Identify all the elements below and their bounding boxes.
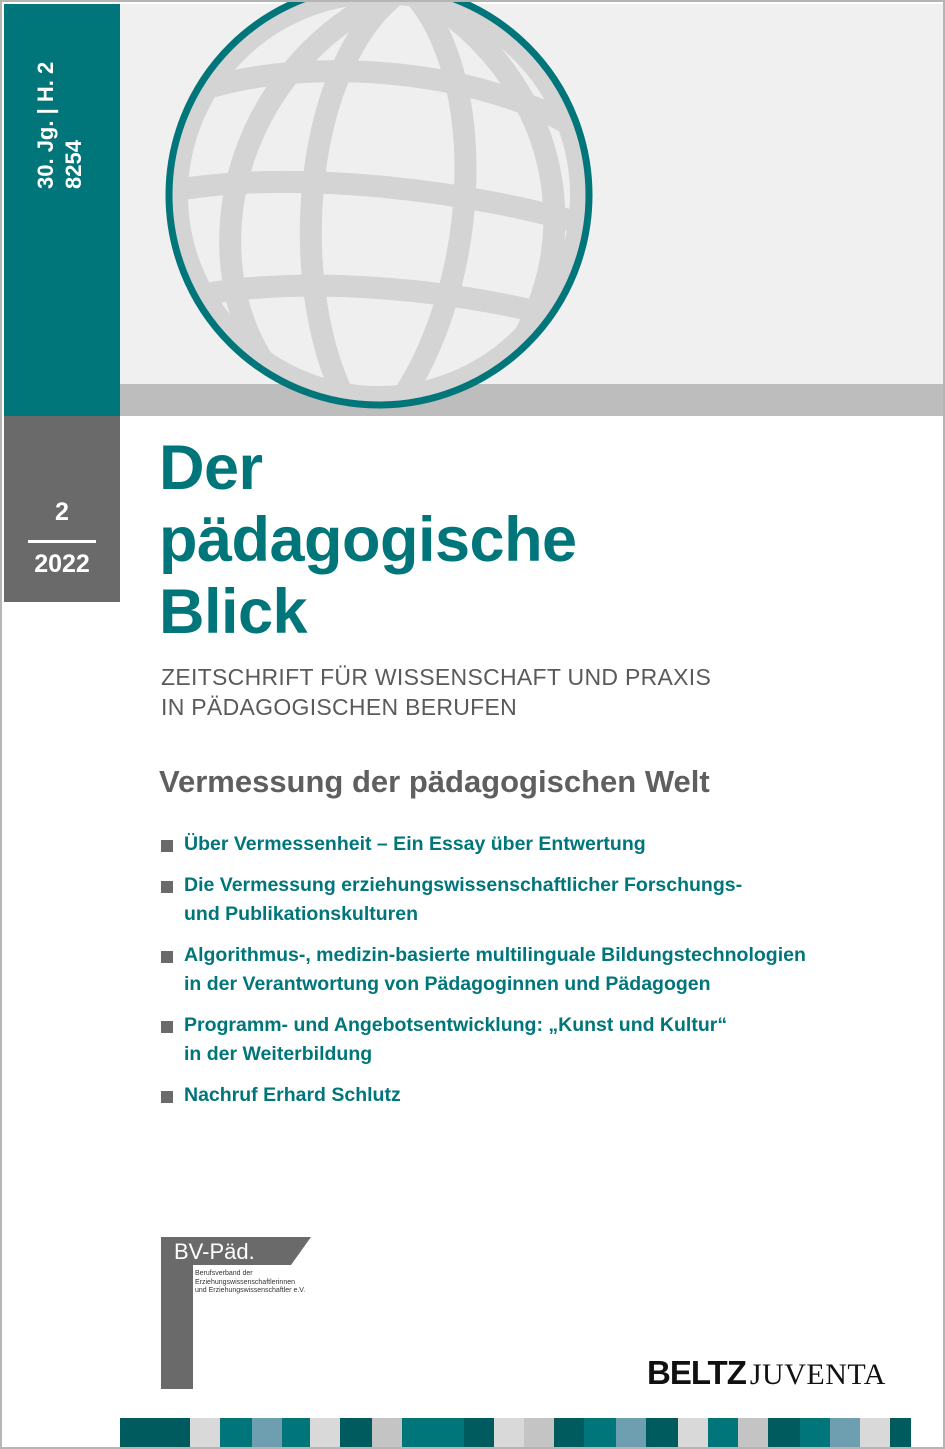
issue-block xyxy=(4,416,120,602)
strip-segment xyxy=(890,1418,911,1449)
article-title: Über Vermessenheit – Ein Essay über Entwertung xyxy=(184,833,646,855)
strip-segment xyxy=(494,1418,524,1449)
article-title: Die Vermessung erziehungswissenschaftlicher Forschungs- und Publikationskulturen xyxy=(184,874,743,925)
issue-year: 2022 xyxy=(34,550,90,578)
square-bullet-icon xyxy=(161,951,173,963)
publisher-logo xyxy=(647,1354,886,1394)
globe-icon xyxy=(162,0,602,422)
journal-subtitle xyxy=(161,662,711,722)
article-item xyxy=(159,871,899,929)
square-bullet-icon xyxy=(161,840,173,852)
issue-number: 2 xyxy=(55,498,69,526)
strip-segment xyxy=(830,1418,860,1449)
square-bullet-icon xyxy=(161,1091,173,1103)
association-line: Berufsverband der xyxy=(195,1270,253,1277)
subtitle-line: IN PÄDAGOGISCHEN BERUFEN xyxy=(161,694,518,720)
article-item xyxy=(159,941,899,999)
strip-segment xyxy=(800,1418,830,1449)
issue-divider xyxy=(28,540,96,543)
strip-segment xyxy=(738,1418,768,1449)
title-line: pädagogische xyxy=(159,505,577,575)
issue-theme: Vermessung der pädagogischen Welt xyxy=(159,764,710,799)
strip-segment xyxy=(190,1418,220,1449)
title-line: Blick xyxy=(159,577,308,647)
journal-title xyxy=(159,432,577,648)
association-line: und Erziehungswissenschaftler e.V. xyxy=(195,1287,306,1294)
strip-segment xyxy=(434,1418,464,1449)
square-bullet-icon xyxy=(161,1021,173,1033)
strip-segment xyxy=(616,1418,646,1449)
strip-segment xyxy=(120,1418,190,1449)
decorative-color-strip xyxy=(120,1418,945,1449)
title-line: Der xyxy=(159,433,263,503)
volume-label: 30. Jg. | H. 2 xyxy=(33,61,58,189)
subtitle-line: ZEITSCHRIFT FÜR WISSENSCHAFT UND PRAXIS xyxy=(161,664,712,690)
article-item xyxy=(159,1011,899,1069)
strip-segment xyxy=(584,1418,616,1449)
strip-segment xyxy=(524,1418,554,1449)
strip-segment xyxy=(220,1418,252,1449)
article-title: Algorithmus-, medizin-basierte multilinguale Bildungstechnologien in der Verantwortung von Pädagoginnen und Pädagogen xyxy=(184,944,806,995)
strip-segment xyxy=(860,1418,890,1449)
square-bullet-icon xyxy=(161,881,173,893)
publisher-name-juventa: JUVENTA xyxy=(749,1358,886,1391)
strip-segment xyxy=(402,1418,434,1449)
association-description xyxy=(195,1270,345,1296)
publisher-name-beltz: BELTZ xyxy=(647,1354,746,1391)
article-list xyxy=(159,830,899,1122)
article-item xyxy=(159,830,899,859)
strip-segment xyxy=(340,1418,372,1449)
strip-segment xyxy=(464,1418,494,1449)
volume-info xyxy=(32,62,88,189)
association-name: BV-Päd. xyxy=(174,1239,255,1264)
volume-sidebar xyxy=(4,4,120,416)
strip-segment xyxy=(646,1418,678,1449)
issue-code: 8254 xyxy=(61,140,86,189)
article-title: Nachruf Erhard Schlutz xyxy=(184,1084,401,1106)
strip-segment xyxy=(372,1418,402,1449)
strip-segment xyxy=(678,1418,708,1449)
strip-segment xyxy=(554,1418,584,1449)
article-item xyxy=(159,1081,899,1110)
strip-segment xyxy=(708,1418,738,1449)
association-line: Erziehungswissenschaftlerinnen xyxy=(195,1278,295,1286)
article-title: Programm- und Angebotsentwicklung: „Kunst und Kultur“ in der Weiterbildung xyxy=(184,1014,728,1065)
strip-segment xyxy=(252,1418,282,1449)
strip-segment xyxy=(282,1418,310,1449)
strip-segment xyxy=(768,1418,800,1449)
strip-segment xyxy=(310,1418,340,1449)
